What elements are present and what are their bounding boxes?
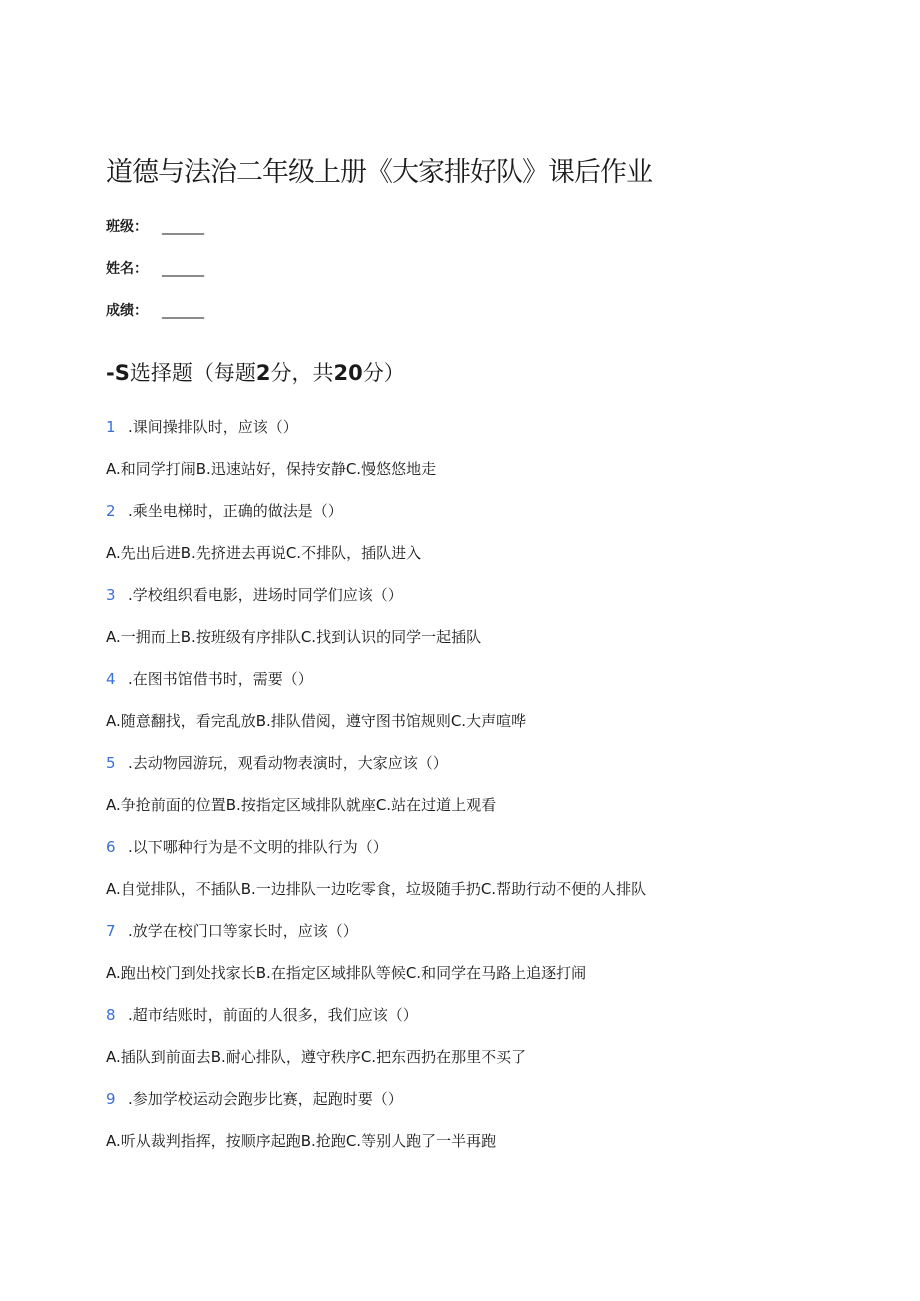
- question-number: 2: [106, 502, 116, 520]
- question-5-options: A.争抢前面的位置B.按指定区域排队就座C.站在过道上观看: [106, 796, 497, 814]
- section-title: 选择题（每题: [129, 361, 256, 385]
- section-heading: [106, 357, 405, 387]
- question-text: .超市结账时，前面的人很多，我们应该（）: [128, 1006, 418, 1024]
- question-4-options: A.随意翻找，看完乱放B.排队借阅，遵守图书馆规则C.大声喧哗: [106, 712, 527, 730]
- question-5: [106, 752, 448, 773]
- question-7: [106, 920, 358, 941]
- question-number: 4: [106, 670, 116, 688]
- question-4: [106, 668, 313, 689]
- class-blank: ______: [162, 219, 204, 235]
- question-number: 9: [106, 1090, 116, 1108]
- question-3: [106, 584, 403, 605]
- section-score-each: 2: [255, 361, 271, 385]
- question-text: .课间操排队时，应该（）: [128, 418, 298, 436]
- section-mid: 分，共: [270, 361, 334, 385]
- name-label: 姓名：: [106, 261, 148, 277]
- question-6: [106, 836, 388, 857]
- name-blank: ______: [162, 261, 204, 277]
- question-number: 6: [106, 838, 116, 856]
- question-7-options: A.跑出校门到处找家长B.在指定区域排队等候C.和同学在马路上追逐打闹: [106, 964, 587, 982]
- score-label: 成绩：: [106, 303, 148, 319]
- class-field: [106, 216, 204, 236]
- question-6-options: A.自觉排队，不插队B.一边排队一边吃零食，垃圾随手扔C.帮助行动不便的人排队: [106, 880, 647, 898]
- question-number: 1: [106, 418, 116, 436]
- page-title: 道德与法治二年级上册《大家排好队》课后作业: [106, 157, 652, 188]
- question-text: .学校组织看电影，进场时同学们应该（）: [128, 586, 403, 604]
- question-number: 8: [106, 1006, 116, 1024]
- question-1: [106, 416, 298, 437]
- question-3-options: A.一拥而上B.按班级有序排队C.找到认识的同学一起插队: [106, 628, 482, 646]
- question-9: [106, 1088, 403, 1109]
- question-text: .在图书馆借书时，需要（）: [128, 670, 313, 688]
- score-blank: ______: [162, 303, 204, 319]
- question-8-options: A.插队到前面去B.耐心排队，遵守秩序C.把东西扔在那里不买了: [106, 1048, 527, 1066]
- question-number: 7: [106, 922, 116, 940]
- score-field: [106, 300, 204, 320]
- question-text: .放学在校门口等家长时，应该（）: [128, 922, 358, 940]
- question-9-options: A.听从裁判指挥，按顺序起跑B.抢跑C.等别人跑了一半再跑: [106, 1132, 497, 1150]
- question-2: [106, 500, 343, 521]
- question-number: 5: [106, 754, 116, 772]
- section-end: 分）: [362, 361, 405, 385]
- section-score-total: 20: [333, 361, 363, 385]
- section-prefix: -S: [106, 361, 130, 385]
- question-text: .乘坐电梯时，正确的做法是（）: [128, 502, 343, 520]
- class-label: 班级：: [106, 219, 148, 235]
- question-text: .去动物园游玩，观看动物表演时，大家应该（）: [128, 754, 448, 772]
- question-text: .以下哪种行为是不文明的排队行为（）: [128, 838, 388, 856]
- question-1-options: A.和同学打闹B.迅速站好，保持安静C.慢悠悠地走: [106, 460, 437, 478]
- question-2-options: A.先出后进B.先挤进去再说C.不排队，插队进入: [106, 544, 422, 562]
- name-field: [106, 258, 204, 278]
- question-text: .参加学校运动会跑步比赛，起跑时要（）: [128, 1090, 403, 1108]
- question-number: 3: [106, 586, 116, 604]
- question-8: [106, 1004, 418, 1025]
